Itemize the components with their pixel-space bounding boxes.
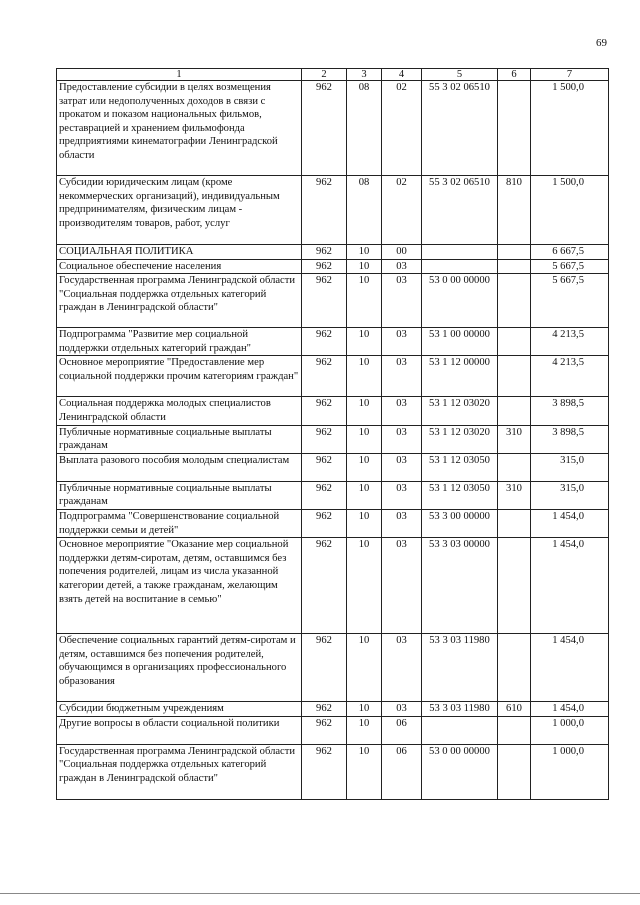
row-section: 10 — [347, 509, 382, 537]
table-row — [57, 81, 609, 176]
row-target-article: 53 1 00 00000 — [422, 328, 498, 356]
row-amount: 3 898,5 — [531, 425, 609, 453]
row-amount: 1 500,0 — [531, 81, 609, 176]
row-target-article: 53 1 12 03050 — [422, 453, 498, 481]
row-amount: 6 667,5 — [531, 245, 609, 260]
row-amount: 1 454,0 — [531, 538, 609, 634]
row-name: Основное мероприятие "Предоставление мер социальной поддержки прочим категориям граждан" — [57, 356, 302, 397]
row-name: Выплата разового пособия молодым специалистам — [57, 453, 302, 481]
row-section: 10 — [347, 538, 382, 634]
row-ministry: 962 — [302, 245, 347, 260]
table-row — [57, 716, 609, 744]
row-expense-type — [498, 634, 531, 702]
row-subsection: 03 — [382, 538, 422, 634]
row-expense-type — [498, 397, 531, 425]
row-name: Предоставление субсидии в целях возмещения затрат или недополученных доходов в связи с прокатом и показом национальных фильмов, реставрацией и хранением фильмофонда предприятиями кинематографии Ленинградской области — [57, 81, 302, 176]
table-row — [57, 538, 609, 634]
row-target-article: 53 1 12 03020 — [422, 397, 498, 425]
row-expense-type: 310 — [498, 481, 531, 509]
table-row — [57, 481, 609, 509]
row-target-article: 53 1 12 00000 — [422, 356, 498, 397]
column-header: 3 — [347, 69, 382, 81]
row-target-article: 53 1 12 03050 — [422, 481, 498, 509]
row-name: Государственная программа Ленинградской области "Социальная поддержка отдельных категорий граждан в Ленинградской области" — [57, 744, 302, 799]
row-amount: 315,0 — [531, 453, 609, 481]
row-section: 10 — [347, 702, 382, 717]
row-expense-type — [498, 81, 531, 176]
row-subsection: 03 — [382, 274, 422, 328]
row-name: Государственная программа Ленинградской области "Социальная поддержка отдельных категорий граждан в Ленинградской области" — [57, 274, 302, 328]
row-amount: 1 500,0 — [531, 176, 609, 245]
row-subsection: 03 — [382, 453, 422, 481]
row-subsection: 02 — [382, 176, 422, 245]
row-amount: 1 000,0 — [531, 716, 609, 744]
row-name: СОЦИАЛЬНАЯ ПОЛИТИКА — [57, 245, 302, 260]
column-header: 6 — [498, 69, 531, 81]
page-bottom-edge — [0, 893, 640, 894]
table-row — [57, 397, 609, 425]
row-amount: 1 454,0 — [531, 634, 609, 702]
row-ministry: 962 — [302, 716, 347, 744]
row-amount: 315,0 — [531, 481, 609, 509]
row-ministry: 962 — [302, 481, 347, 509]
row-name: Социальное обеспечение населения — [57, 259, 302, 274]
row-ministry: 962 — [302, 81, 347, 176]
row-target-article — [422, 716, 498, 744]
row-expense-type — [498, 356, 531, 397]
table-row — [57, 509, 609, 537]
row-name: Социальная поддержка молодых специалистов Ленинградской области — [57, 397, 302, 425]
row-name: Обеспечение социальных гарантий детям-сиротам и детям, оставшимся без попечения родителей, обучающимся в организациях профессионального образования — [57, 634, 302, 702]
row-expense-type — [498, 716, 531, 744]
row-ministry: 962 — [302, 176, 347, 245]
row-target-article — [422, 245, 498, 260]
table-row — [57, 634, 609, 702]
column-header: 5 — [422, 69, 498, 81]
column-header: 2 — [302, 69, 347, 81]
row-section: 10 — [347, 716, 382, 744]
row-target-article: 53 0 00 00000 — [422, 744, 498, 799]
row-ministry: 962 — [302, 702, 347, 717]
row-target-article: 53 3 03 11980 — [422, 702, 498, 717]
table-header-row — [57, 69, 609, 81]
row-section: 10 — [347, 356, 382, 397]
row-subsection: 03 — [382, 425, 422, 453]
row-name: Подпрограмма "Развитие мер социальной поддержки отдельных категорий граждан" — [57, 328, 302, 356]
row-ministry: 962 — [302, 274, 347, 328]
row-amount: 1 000,0 — [531, 744, 609, 799]
row-target-article: 55 3 02 06510 — [422, 176, 498, 245]
budget-table — [56, 68, 609, 800]
row-subsection: 03 — [382, 356, 422, 397]
row-amount: 4 213,5 — [531, 328, 609, 356]
row-subsection: 03 — [382, 509, 422, 537]
row-amount: 1 454,0 — [531, 509, 609, 537]
table-row — [57, 744, 609, 799]
row-ministry: 962 — [302, 425, 347, 453]
column-header: 4 — [382, 69, 422, 81]
row-name: Подпрограмма "Совершенствование социальной поддержки семьи и детей" — [57, 509, 302, 537]
row-subsection: 06 — [382, 716, 422, 744]
page-number: 69 — [596, 37, 607, 49]
column-header: 1 — [57, 69, 302, 81]
row-amount: 5 667,5 — [531, 259, 609, 274]
row-ministry: 962 — [302, 328, 347, 356]
row-amount: 3 898,5 — [531, 397, 609, 425]
row-target-article: 55 3 02 06510 — [422, 81, 498, 176]
table-row — [57, 259, 609, 274]
row-target-article: 53 0 00 00000 — [422, 274, 498, 328]
row-subsection: 03 — [382, 397, 422, 425]
row-ministry: 962 — [302, 509, 347, 537]
row-section: 10 — [347, 634, 382, 702]
row-amount: 1 454,0 — [531, 702, 609, 717]
table-row — [57, 356, 609, 397]
row-ministry: 962 — [302, 453, 347, 481]
row-name: Субсидии бюджетным учреждениям — [57, 702, 302, 717]
row-name: Публичные нормативные социальные выплаты гражданам — [57, 481, 302, 509]
row-ministry: 962 — [302, 744, 347, 799]
row-target-article — [422, 259, 498, 274]
row-section: 08 — [347, 81, 382, 176]
row-target-article: 53 3 03 11980 — [422, 634, 498, 702]
row-expense-type: 610 — [498, 702, 531, 717]
row-amount: 4 213,5 — [531, 356, 609, 397]
row-section: 10 — [347, 397, 382, 425]
row-section: 10 — [347, 425, 382, 453]
row-name: Публичные нормативные социальные выплаты гражданам — [57, 425, 302, 453]
row-ministry: 962 — [302, 634, 347, 702]
column-header: 7 — [531, 69, 609, 81]
row-ministry: 962 — [302, 259, 347, 274]
row-subsection: 03 — [382, 702, 422, 717]
row-ministry: 962 — [302, 356, 347, 397]
row-subsection: 03 — [382, 634, 422, 702]
row-expense-type: 810 — [498, 176, 531, 245]
table-row — [57, 176, 609, 245]
table-row — [57, 453, 609, 481]
row-expense-type — [498, 453, 531, 481]
table-row — [57, 245, 609, 260]
row-expense-type — [498, 328, 531, 356]
row-amount: 5 667,5 — [531, 274, 609, 328]
row-target-article: 53 3 00 00000 — [422, 509, 498, 537]
row-section: 10 — [347, 259, 382, 274]
row-subsection: 02 — [382, 81, 422, 176]
row-expense-type — [498, 259, 531, 274]
row-subsection: 03 — [382, 328, 422, 356]
row-subsection: 06 — [382, 744, 422, 799]
table-row — [57, 425, 609, 453]
row-subsection: 03 — [382, 481, 422, 509]
row-section: 10 — [347, 453, 382, 481]
row-target-article: 53 3 03 00000 — [422, 538, 498, 634]
row-expense-type — [498, 538, 531, 634]
row-expense-type — [498, 274, 531, 328]
row-expense-type — [498, 245, 531, 260]
row-expense-type — [498, 509, 531, 537]
table-row — [57, 702, 609, 717]
row-expense-type: 310 — [498, 425, 531, 453]
row-expense-type — [498, 744, 531, 799]
table-row — [57, 274, 609, 328]
row-subsection: 00 — [382, 245, 422, 260]
row-target-article: 53 1 12 03020 — [422, 425, 498, 453]
row-ministry: 962 — [302, 538, 347, 634]
row-section: 10 — [347, 744, 382, 799]
row-section: 10 — [347, 245, 382, 260]
row-name: Основное мероприятие "Оказание мер социальной поддержки детям-сиротам, детям, оставшимся без попечения родителей, лицам из числа указанной категории детей, а также гражданам, желающим взять детей на воспитание в семью" — [57, 538, 302, 634]
table-row — [57, 328, 609, 356]
row-name: Другие вопросы в области социальной политики — [57, 716, 302, 744]
row-section: 08 — [347, 176, 382, 245]
row-section: 10 — [347, 274, 382, 328]
row-subsection: 03 — [382, 259, 422, 274]
row-section: 10 — [347, 481, 382, 509]
row-ministry: 962 — [302, 397, 347, 425]
row-name: Субсидии юридическим лицам (кроме некоммерческих организаций), индивидуальным предпринимателям, физическим лицам - производителям товаров, работ, услуг — [57, 176, 302, 245]
row-section: 10 — [347, 328, 382, 356]
